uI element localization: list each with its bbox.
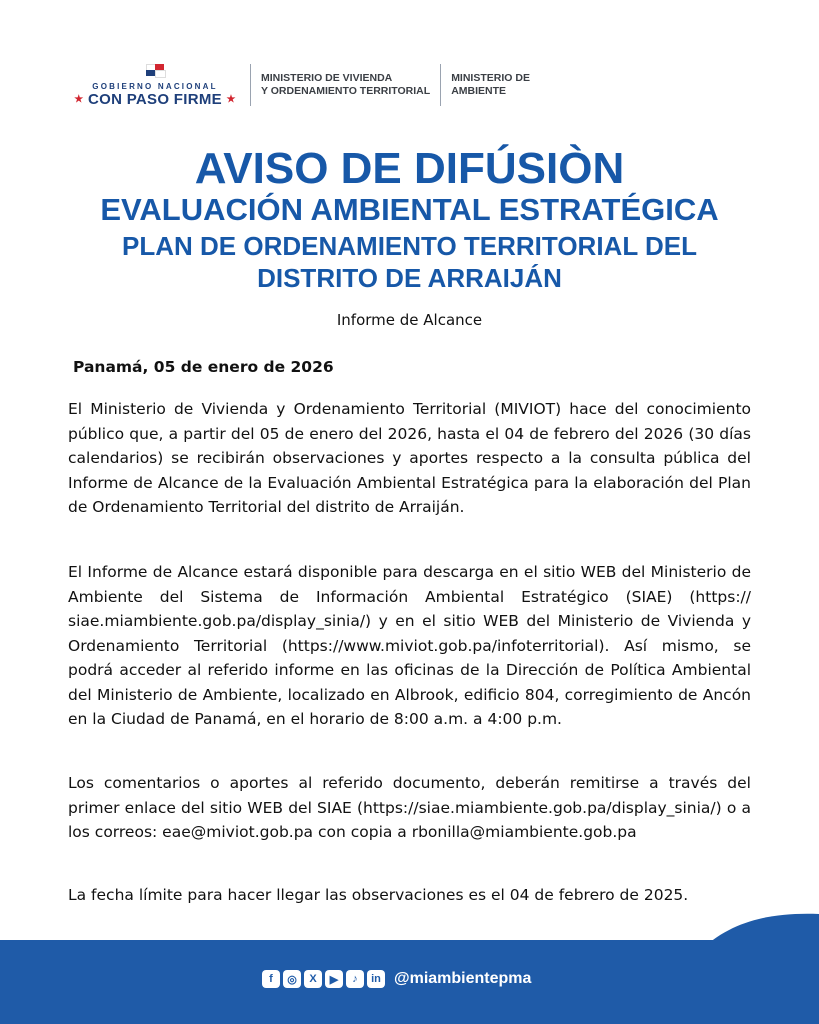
gov-line1: GOBIERNO NACIONAL: [92, 81, 218, 91]
facebook-icon[interactable]: f: [262, 970, 280, 988]
linkedin-icon[interactable]: in: [367, 970, 385, 988]
ministry1-line2: Y ORDENAMIENTO TERRITORIAL: [261, 85, 431, 97]
title-line2: EVALUACIÓN AMBIENTAL ESTRATÉGICA: [100, 192, 719, 227]
panama-flag-icon: [146, 64, 164, 76]
paragraph-4: La fecha límite para hacer llegar las observaciones es el 04 de febrero de 2025.: [68, 886, 689, 904]
ministry-miviot: [261, 72, 430, 98]
social-bar: [262, 970, 531, 988]
paragraph-3: Los comentarios o aportes al referido documento, deberán remitirse a través del primer enlace del sitio WEB del SIAE (https://siae.miambiente.gob.pa/display_sinia/) o a los correos: eae@miviot.gob.pa con copia a rbonilla@miambiente.gob.pa: [68, 774, 751, 841]
star-icon: ★: [74, 93, 84, 105]
star-icon: ★: [226, 93, 236, 105]
title-line3: PLAN DE ORDENAMIENTO TERRITORIAL DEL: [122, 231, 697, 261]
ministry2-line1: MINISTERIO DE: [451, 72, 530, 84]
paragraph-2: El Informe de Alcance estará disponible para descarga en el sitio WEB del Ministerio de Ambiente del Sistema de Información Ambiental Estratégico (SIAE) (https:// siae.miambiente.gob.pa/display_sinia/) y en el sitio WEB del Ministerio de Vivienda y Ordenamiento Territorial (https://www.miviot.gob.pa/infoterritorial). Así mismo, se podrá acceder al referido informe en las oficinas de la Dirección de Política Ambiental del Ministerio de Ambiente, localizado en Albrook, edificio 804, corregimiento de Ancón en la Ciudad de Panamá, en el horario de 8:00 a.m. a 4:00 p.m.: [68, 563, 751, 728]
gov-line2: [70, 91, 240, 108]
social-handle[interactable]: @miambientepma: [394, 970, 532, 987]
header: [70, 60, 530, 110]
ministry-ambiente: [451, 72, 530, 98]
date-line: Panamá, 05 de enero de 2026: [73, 358, 334, 376]
title-line4: DISTRITO DE ARRAIJÁN: [257, 263, 562, 293]
divider: [440, 64, 441, 106]
x-icon[interactable]: X: [304, 970, 322, 988]
ministry1-line1: MINISTERIO DE VIVIENDA: [261, 72, 393, 84]
gobierno-logo: [70, 63, 240, 108]
paragraph-1: El Ministerio de Vivienda y Ordenamiento Territorial (MIVIOT) hace del conocimiento público que, a partir del 05 de enero del 2026, hasta el 04 de febrero del 2026 (30 días calendarios) se recibirán observaciones y aportes respecto a la consulta pública del Informe de Alcance de la Evaluación Ambiental Estratégica para la elaboración del Plan de Ordenamiento Territorial del distrito de Arraiján.: [68, 400, 751, 516]
ministry2-line2: AMBIENTE: [451, 85, 507, 97]
subtitle: Informe de Alcance: [336, 311, 483, 329]
divider: [250, 64, 251, 106]
youtube-icon[interactable]: ▶: [325, 970, 343, 988]
instagram-icon[interactable]: ◎: [283, 970, 301, 988]
gov-line2-text: CON PASO FIRME: [88, 90, 222, 108]
tiktok-icon[interactable]: ♪: [346, 970, 364, 988]
main-title: AVISO DE DIFÚSIÒN: [194, 144, 625, 193]
title-line3-4: [0, 230, 819, 294]
